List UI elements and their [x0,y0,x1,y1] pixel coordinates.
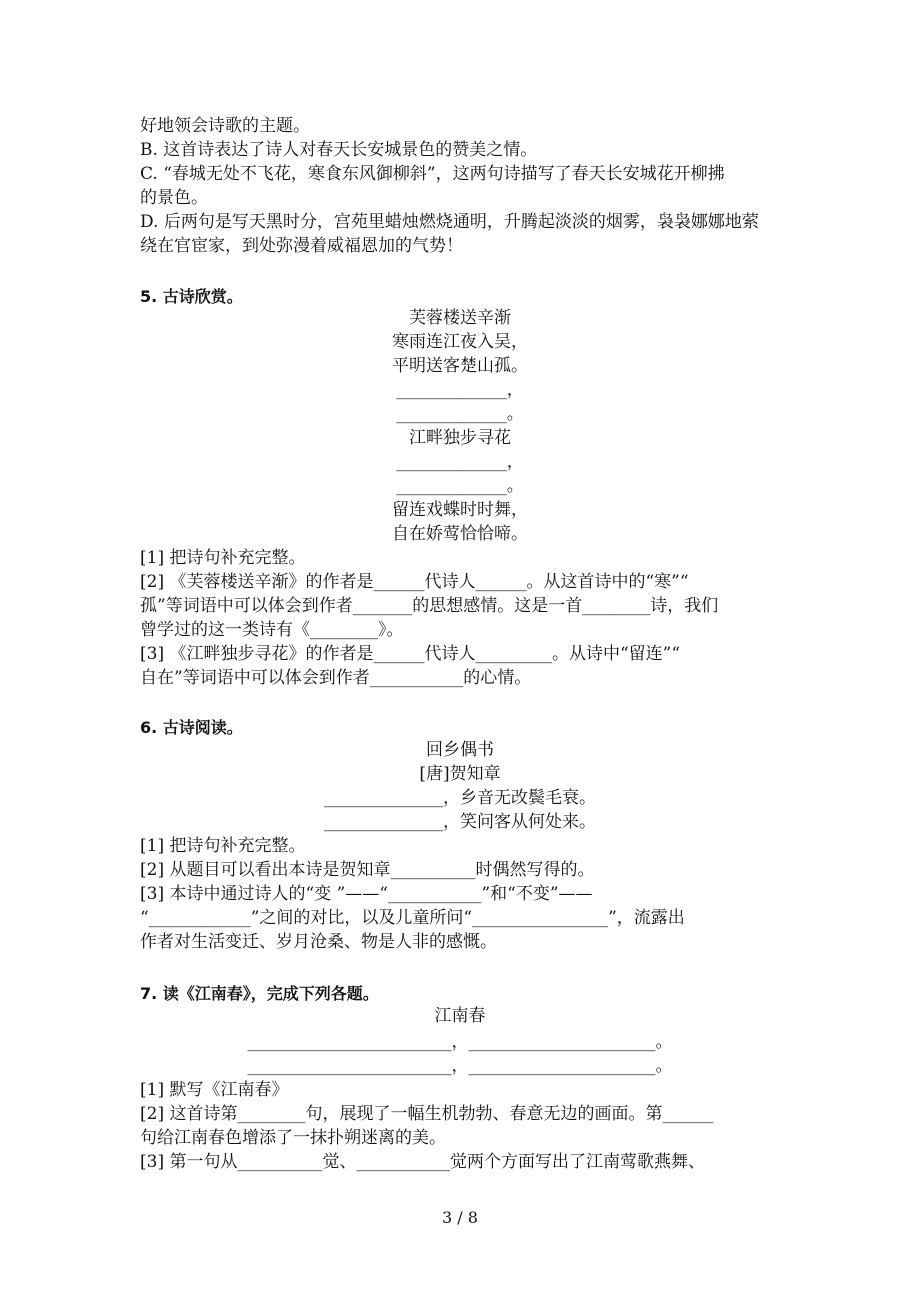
poem-line: 寒雨连江夜入吴， [392,332,528,352]
poem-blank-line: _____________。 [396,476,524,496]
poem-blank-line: _____________。 [396,404,524,424]
q5-sub-question-3-cont: 自在”等词语中可以体会到作者___________的心情。 [140,668,532,688]
q6-sub-question-3-cont: 作者对生活变迁、岁月沧桑、物是人非的感慨。 [140,932,497,952]
q6-sub-question-3: [3] 本诗中通过诗人的“变 ”——“___________”和“不变”—— [140,884,593,904]
poem-line: 留连戏蝶时时舞， [392,500,528,520]
q5-sub-question-2-cont: 曾学过的这一类诗有《________》。 [140,620,404,640]
q7-sub-question-2: [2] 这首诗第________句，展现了一幅生机勃勃、春意无边的画面。第______ [140,1104,714,1124]
q5-heading: 5. 古诗欣赏。 [140,287,243,306]
poem-blank-row: ________________________，______________________。 [247,1056,673,1076]
q7-sub-question-2-cont: 句给江南春色增添了一抹扑朔迷离的美。 [140,1128,446,1148]
poem-title: 回乡偶书 [426,740,494,760]
q4-option-d: D. 后两句是写天黑时分，宫苑里蜡烛燃烧通明，升腾起淡淡的烟雾，袅袅娜娜地萦 [140,212,759,232]
q7-heading: 7. 读《江南春》，完成下列各题。 [140,984,379,1003]
poem-line: 自在娇莺恰恰啼。 [392,524,528,544]
poem-blank-line: _____________， [396,380,524,400]
q5-sub-question-2: [2] 《芙蓉楼送辛渐》的作者是______代诗人______。从这首诗中的“寒”“ [140,572,689,592]
q6-sub-question-1: [1] 把诗句补充完整。 [140,836,306,856]
poem-blank-line: ______________，笑问客从何处来。 [324,812,596,832]
q6-sub-question-2: [2] 从题目可以看出本诗是贺知章__________时偶然写得的。 [140,860,595,880]
q5-sub-question-1: [1] 把诗句补充完整。 [140,548,306,568]
q7-sub-question-3: [3] 第一句从__________觉、___________觉两个方面写出了江南莺歌燕舞、 [140,1152,705,1172]
q4-text-line: 好地领会诗歌的主题。 [140,116,310,136]
q4-option-b: B. 这首诗表达了诗人对春天长安城景色的赞美之情。 [140,140,538,160]
q4-option-c: C. “春城无处不飞花，寒食东风御柳斜”，这两句诗描写了春天长安城花开柳拂 [140,164,725,184]
poem-title: 江畔独步寻花 [409,428,511,448]
poem-blank-row: ________________________，______________________。 [247,1032,673,1052]
poem-blank-line: ______________，乡音无改鬓毛衰。 [324,788,596,808]
poem-title: 芙蓉楼送辛渐 [409,308,511,328]
poem-line: 平明送客楚山孤。 [392,356,528,376]
poem-title: 江南春 [434,1006,486,1026]
q7-sub-question-1: [1] 默写《江南春》 [140,1080,289,1100]
poem-blank-line: _____________， [396,452,524,472]
q4-option-c-cont: 的景色。 [140,188,208,208]
q5-sub-question-2-cont: 孤”等词语中可以体会到作者_______的思想感情。这是一首________诗，我们 [140,596,719,616]
q6-sub-question-3-cont: “____________”之间的对比，以及儿童所问“________________”，流露出 [140,908,685,928]
q6-heading: 6. 古诗阅读。 [140,718,243,737]
page-number: 3 / 8 [442,1208,478,1227]
q4-option-d-cont: 绕在官宦家，到处弥漫着威福恩加的气势！ [140,236,463,256]
poem-author: [唐]贺知章 [419,764,501,784]
q5-sub-question-3: [3] 《江畔独步寻花》的作者是______代诗人_________。从诗中“留连”“ [140,644,681,664]
